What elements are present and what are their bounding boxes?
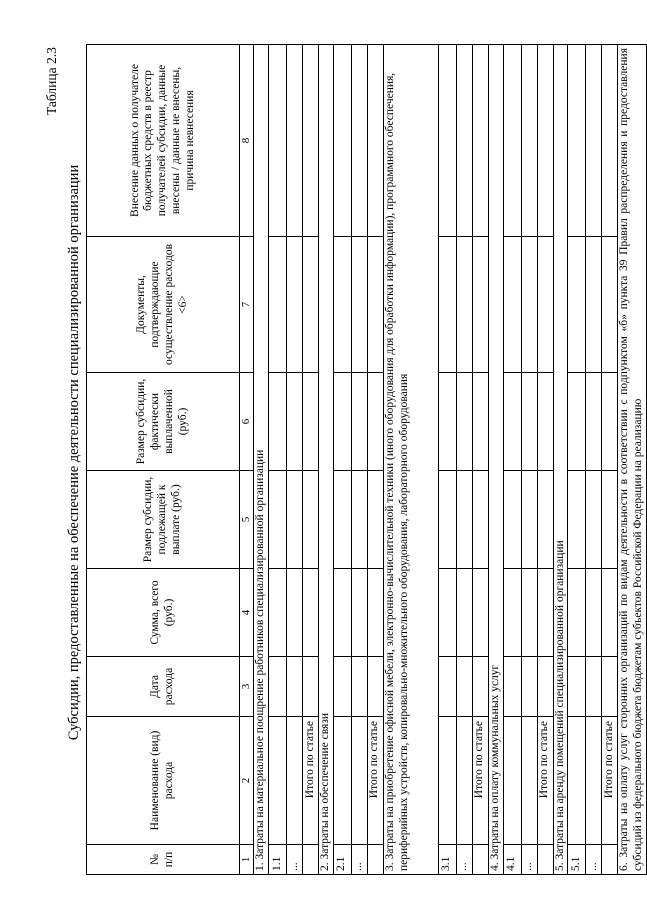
cell	[521, 569, 537, 657]
total-row	[472, 45, 488, 875]
row-ellipsis: ...	[586, 845, 602, 875]
cell	[351, 717, 367, 845]
cell	[456, 471, 472, 569]
table-row	[521, 45, 537, 875]
cell	[333, 471, 351, 569]
cell	[586, 237, 602, 373]
table-row	[586, 45, 602, 875]
cell	[286, 657, 302, 717]
total-row	[367, 45, 383, 875]
total-label: Итого по статье	[472, 717, 488, 845]
section-heading: 6. Затраты на оплату услуг сторонних организаций по видам деятельности в соответствии с подпунктом «б» пункта 39 Правил распределения и предоставления субсидий из федерального бюджета бюджетам субъектов Российской Федерации на реализацию	[618, 45, 647, 875]
cell	[268, 373, 286, 471]
cell	[602, 373, 618, 471]
cell	[456, 373, 472, 471]
header-cell: Размер субсидии, фактически выплаченной (руб.)	[87, 373, 240, 471]
table-row	[503, 45, 521, 875]
cell	[333, 657, 351, 717]
row-ellipsis: ...	[351, 845, 367, 875]
cell	[367, 657, 383, 717]
section-heading: 2. Затраты на обеспечение связи	[318, 45, 333, 875]
header-row	[87, 45, 240, 875]
cell	[286, 569, 302, 657]
cell	[472, 45, 488, 237]
cell	[456, 237, 472, 373]
cell	[602, 45, 618, 237]
cell	[438, 471, 456, 569]
row-ellipsis: ...	[456, 845, 472, 875]
cell	[602, 569, 618, 657]
table-row	[268, 45, 286, 875]
cell	[286, 237, 302, 373]
cell	[351, 569, 367, 657]
column-number: 2	[240, 717, 254, 845]
cell	[286, 45, 302, 237]
cell	[602, 845, 618, 875]
cell	[521, 717, 537, 845]
cell	[333, 373, 351, 471]
section-heading-row	[553, 45, 568, 875]
cell	[503, 569, 521, 657]
cell	[333, 569, 351, 657]
section-heading: 1. Затраты на материальное поощрение работников специализированной организации	[254, 45, 269, 875]
cell	[602, 471, 618, 569]
cell	[456, 717, 472, 845]
cell	[268, 657, 286, 717]
cell	[456, 45, 472, 237]
cell	[586, 471, 602, 569]
cell	[472, 373, 488, 471]
cell	[537, 237, 553, 373]
cell	[351, 45, 367, 237]
cell	[503, 471, 521, 569]
total-label: Итого по статье	[602, 717, 618, 845]
cell	[438, 45, 456, 237]
cell	[568, 471, 586, 569]
table-row	[456, 45, 472, 875]
cell	[521, 373, 537, 471]
cell	[537, 45, 553, 237]
cell	[503, 237, 521, 373]
cell	[302, 657, 318, 717]
row-number: 1.1	[268, 845, 286, 875]
cell	[333, 45, 351, 237]
cell	[302, 45, 318, 237]
cell	[568, 45, 586, 237]
cell	[472, 845, 488, 875]
total-label: Итого по статье	[367, 717, 383, 845]
header-cell: Внесение данных о получателе бюджетных средств в реестр получателей субсидии, данные внесены / данные не внесены, причина невнесения	[87, 45, 240, 237]
subsidies-table-wrapper	[86, 45, 647, 875]
cell	[302, 471, 318, 569]
total-row	[602, 45, 618, 875]
cell	[568, 237, 586, 373]
cell	[586, 45, 602, 237]
cell	[472, 471, 488, 569]
cell	[503, 373, 521, 471]
table-row	[351, 45, 367, 875]
table-row	[286, 45, 302, 875]
table-label: Таблица 2.3	[44, 47, 59, 115]
cell	[333, 717, 351, 845]
cell	[586, 373, 602, 471]
table-row	[568, 45, 586, 875]
header-cell: № п/п	[87, 845, 240, 875]
cell	[268, 569, 286, 657]
total-row	[302, 45, 318, 875]
cell	[367, 237, 383, 373]
cell	[537, 373, 553, 471]
cell	[367, 373, 383, 471]
cell	[438, 717, 456, 845]
cell	[521, 237, 537, 373]
cell	[537, 569, 553, 657]
section-heading-row	[318, 45, 333, 875]
cell	[302, 845, 318, 875]
column-number: 1	[240, 845, 254, 875]
total-label: Итого по статье	[302, 717, 318, 845]
cell	[537, 657, 553, 717]
cell	[586, 657, 602, 717]
cell	[302, 569, 318, 657]
column-number: 4	[240, 569, 254, 657]
column-number: 5	[240, 471, 254, 569]
section-heading-row	[618, 45, 647, 875]
cell	[268, 237, 286, 373]
cell	[472, 657, 488, 717]
table-row	[333, 45, 351, 875]
cell	[286, 717, 302, 845]
cell	[602, 657, 618, 717]
column-number-row	[240, 45, 254, 875]
cell	[537, 471, 553, 569]
cell	[333, 237, 351, 373]
cell	[268, 717, 286, 845]
cell	[521, 471, 537, 569]
column-number: 3	[240, 657, 254, 717]
cell	[268, 471, 286, 569]
section-heading-row	[254, 45, 269, 875]
cell	[503, 45, 521, 237]
cell	[456, 657, 472, 717]
cell	[351, 471, 367, 569]
header-cell: Наименование (вид) расхода	[87, 717, 240, 845]
cell	[286, 373, 302, 471]
table-row	[438, 45, 456, 875]
row-ellipsis: ...	[286, 845, 302, 875]
cell	[568, 569, 586, 657]
header-cell: Документы, подтверждающие осуществление расходов <6>	[87, 237, 240, 373]
cell	[367, 45, 383, 237]
cell	[472, 237, 488, 373]
cell	[521, 45, 537, 237]
total-row	[537, 45, 553, 875]
cell	[568, 657, 586, 717]
cell	[438, 569, 456, 657]
column-number: 7	[240, 237, 254, 373]
row-ellipsis: ...	[521, 845, 537, 875]
cell	[302, 237, 318, 373]
header-cell: Сумма, всего (руб.)	[87, 569, 240, 657]
cell	[586, 569, 602, 657]
cell	[586, 717, 602, 845]
column-number: 6	[240, 373, 254, 471]
subsidies-table	[86, 44, 647, 875]
row-number: 5.1	[568, 845, 586, 875]
cell	[351, 657, 367, 717]
cell	[602, 237, 618, 373]
section-heading-row	[383, 45, 438, 875]
cell	[472, 569, 488, 657]
header-cell: Дата расхода	[87, 657, 240, 717]
cell	[568, 373, 586, 471]
section-heading: 3. Затраты на приобретение офисной мебели, электронно-вычислительной техники (иного оборудования для обработки информации), программного обеспечения, периферийных устройств, копировально-множительного оборудования, лабораторного оборудования	[383, 45, 438, 875]
section-heading: 4. Затраты на оплату коммунальных услуг	[488, 45, 503, 875]
cell	[438, 657, 456, 717]
row-number: 4.1	[503, 845, 521, 875]
cell	[351, 373, 367, 471]
cell	[367, 569, 383, 657]
cell	[302, 373, 318, 471]
cell	[568, 717, 586, 845]
document-title: Субсидии, предоставленные на обеспечение деятельности специализированной организации	[66, 164, 82, 741]
header-cell: Размер субсидии, подлежащей к выплате (руб.)	[87, 471, 240, 569]
cell	[537, 845, 553, 875]
cell	[268, 45, 286, 237]
row-number: 3.1	[438, 845, 456, 875]
total-label: Итого по статье	[537, 717, 553, 845]
cell	[367, 845, 383, 875]
cell	[438, 373, 456, 471]
cell	[503, 717, 521, 845]
cell	[286, 471, 302, 569]
cell	[503, 657, 521, 717]
cell	[351, 237, 367, 373]
cell	[367, 471, 383, 569]
cell	[438, 237, 456, 373]
cell	[456, 569, 472, 657]
section-heading: 5. Затраты на аренду помещений специализированной организации	[553, 45, 568, 875]
row-number: 2.1	[333, 845, 351, 875]
section-heading-row	[488, 45, 503, 875]
column-number: 8	[240, 45, 254, 237]
cell	[521, 657, 537, 717]
